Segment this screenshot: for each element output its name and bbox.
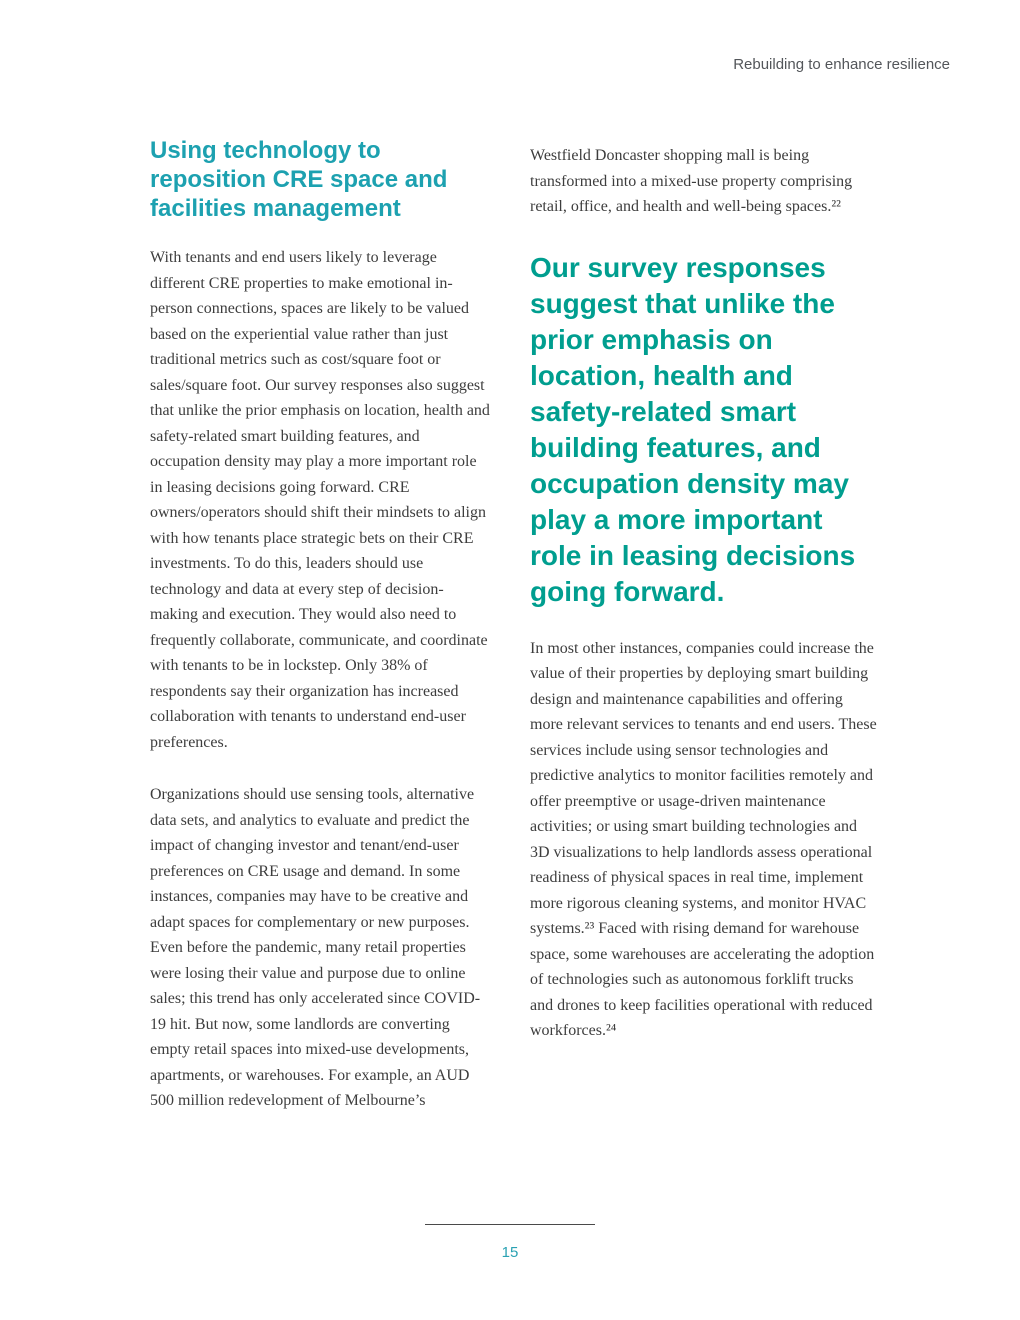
right-column — [530, 136, 878, 1141]
left-column — [150, 136, 490, 1141]
page-content — [150, 136, 878, 1141]
pull-quote: Our survey responses suggest that unlike the prior emphasis on location, health and safety-related smart building features, and occupation density may play a more important role in leasing decisions going forward. — [530, 251, 856, 607]
body-paragraph: Organizations should use sensing tools, alternative data sets, and analytics to evaluate and predict the impact of changing investor and tenant/end-user preferences on CRE usage and demand. In some instances, companies may have to be creative and adapt spaces for complementary or new purposes. Even before the pandemic, many retail properties were losing their value and purpose due to online sales; this trend has only accelerated since COVID-19 hit. But now, some landlords are converting empty retail spaces into mixed-use developments, apartments, or warehouses. For example, an AUD 500 million redevelopment of Melbourne’s — [150, 786, 481, 1109]
body-paragraph: With tenants and end users likely to leverage different CRE properties to make emotional in-person connections, spaces are likely to be valued based on the experiential value rather than just traditional metrics such as cost/square foot or sales/square foot. Our survey responses also suggest that unlike the prior emphasis on location, health and safety-related smart building features, and occupation density may play a more important role in leasing decisions going forward. CRE owners/operators should shift their mindsets to align with how tenants place strategic bets on their CRE investments. To do this, leaders should use technology and data at every step of decision-making and execution. They would also need to frequently collaborate, communicate, and coordinate with tenants to be in lockstep. Only 38% of respondents say their organization has increased collaboration with tenants to understand end-user preferences. — [150, 249, 490, 751]
section-heading: Using technology to reposition CRE space and facilities management — [150, 137, 448, 222]
body-paragraph: Westfield Doncaster shopping mall is being transformed into a mixed-use property comprising retail, office, and health and well-being spaces.²² — [530, 147, 853, 215]
page-number: 15 — [501, 1244, 519, 1261]
running-header: Rebuilding to enhance resilience — [733, 56, 950, 73]
body-paragraph: In most other instances, companies could increase the value of their properties by deploying smart building design and maintenance capabilities and offering more relevant services to tenants and end users. These services include using sensor technologies and predictive analytics to monitor facilities remotely and offer preemptive or usage-driven maintenance activities; or using smart building technologies and 3D visualizations to help landlords assess operational readiness of physical spaces in real time, implement more rigorous cleaning systems, and monitor HVAC systems.²³ Faced with rising demand for warehouse space, some warehouses are accelerating the adoption of technologies such as autonomous forklift trucks and drones to keep facilities operational with reduced workforces.²⁴ — [530, 639, 877, 1039]
footer-divider — [425, 1224, 595, 1225]
